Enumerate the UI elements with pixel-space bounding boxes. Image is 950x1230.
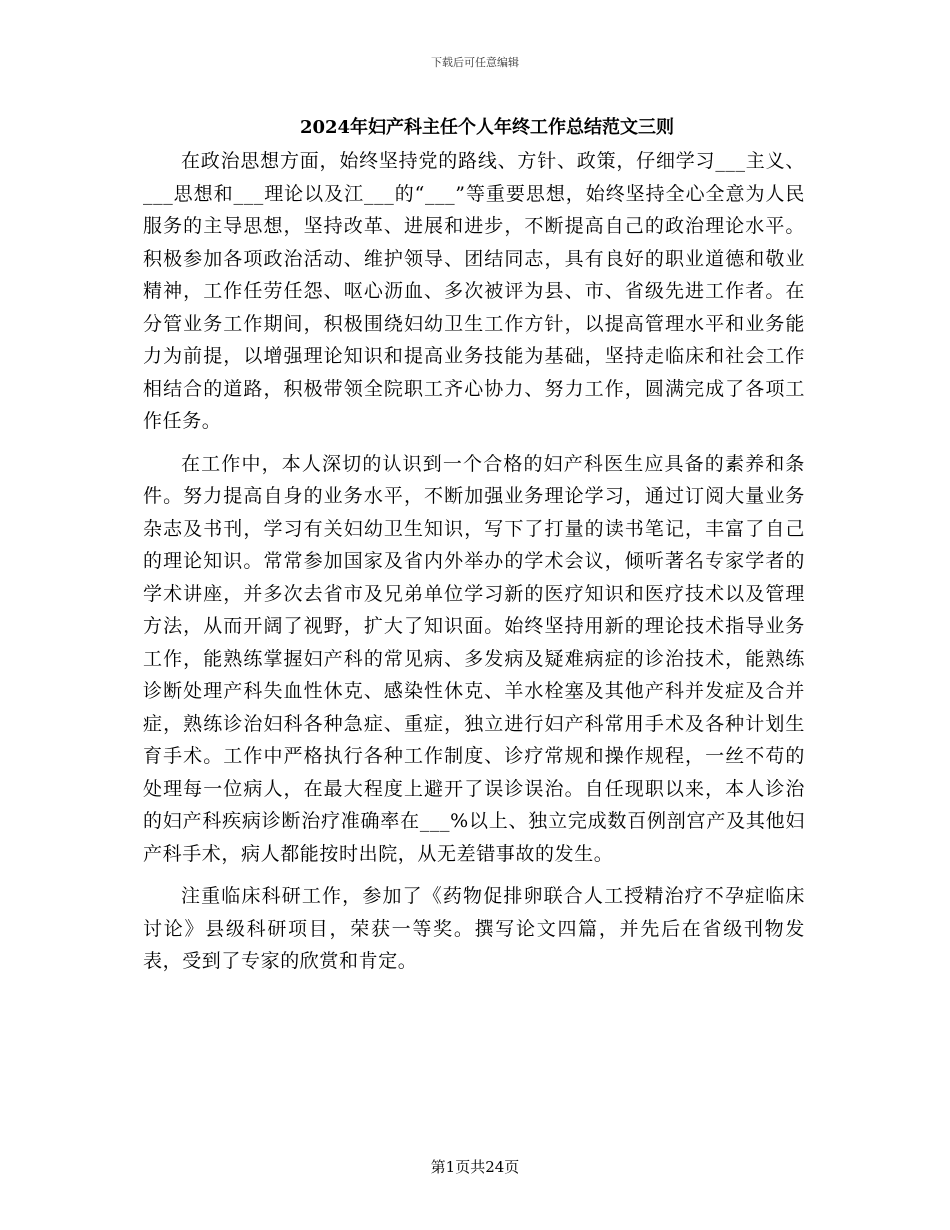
paragraph-1: 在政治思想方面，始终坚持党的路线、方针、政策，仔细学习___主义、___思想和___理论以及江___的“___”等重要思想，始终坚持全心全意为人民服务的主导思想，坚持改革、进展和进步，不断提高自己的政治理论水平。积极参加各项政治活动、维护领导、团结同志，具有良好的职业道德和敬业精神，工作任劳任怨、呕心沥血、多次被评为县、市、省级先进工作者。在分管业务工作期间，积极围绕妇幼卫生工作方针，以提高管理水平和业务能力为前提，以增强理论知识和提高业务技能为基础，坚持走临床和社会工作相结合的道路，积极带领全院职工齐心协力、努力工作，圆满完成了各项工作任务。	[143, 150, 805, 432]
document-body	[143, 145, 805, 978]
page-footer: 第1页共24页	[430, 1158, 520, 1176]
paragraph-2: 在工作中，本人深切的认识到一个合格的妇产科医生应具备的素养和条件。努力提高自身的业务水平，不断加强业务理论学习，通过订阅大量业务杂志及书刊，学习有关妇幼卫生知识，写下了打量的读书笔记，丰富了自己的理论知识。常常参加国家及省内外举办的学术会议，倾听著名专家学者的学术讲座，并多次去省市及兄弟单位学习新的医疗知识和医疗技术以及管理方法，从而开阔了视野，扩大了知识面。始终坚持用新的理论技术指导业务工作，能熟练掌握妇产科的常见病、多发病及疑难病症的诊治技术，能熟练诊断处理产科失血性休克、感染性休克、羊水栓塞及其他产科并发症及合并症，熟练诊治妇科各种急症、重症，独立进行妇产科常用手术及各种计划生育手术。工作中严格执行各种工作制度、诊疗常规和操作规程，一丝不苟的处理每一位病人，在最大程度上避开了误诊误治。自任现职以来，本人诊治的妇产科疾病诊断治疗准确率在___%以上、独立完成数百例剖宫产及其他妇产科手术，病人都能按时出院，从无差错事故的发生。	[143, 452, 805, 865]
document-title: 2024年妇产科主任个人年终工作总结范文三则	[299, 117, 675, 138]
paragraph-3: 注重临床科研工作，参加了《药物促排卵联合人工授精治疗不孕症临床讨论》县级科研项目，荣获一等奖。撰写论文四篇，并先后在省级刊物发表，受到了专家的欣赏和肯定。	[143, 885, 805, 972]
header-note: 下载后可任意编辑	[431, 56, 519, 69]
